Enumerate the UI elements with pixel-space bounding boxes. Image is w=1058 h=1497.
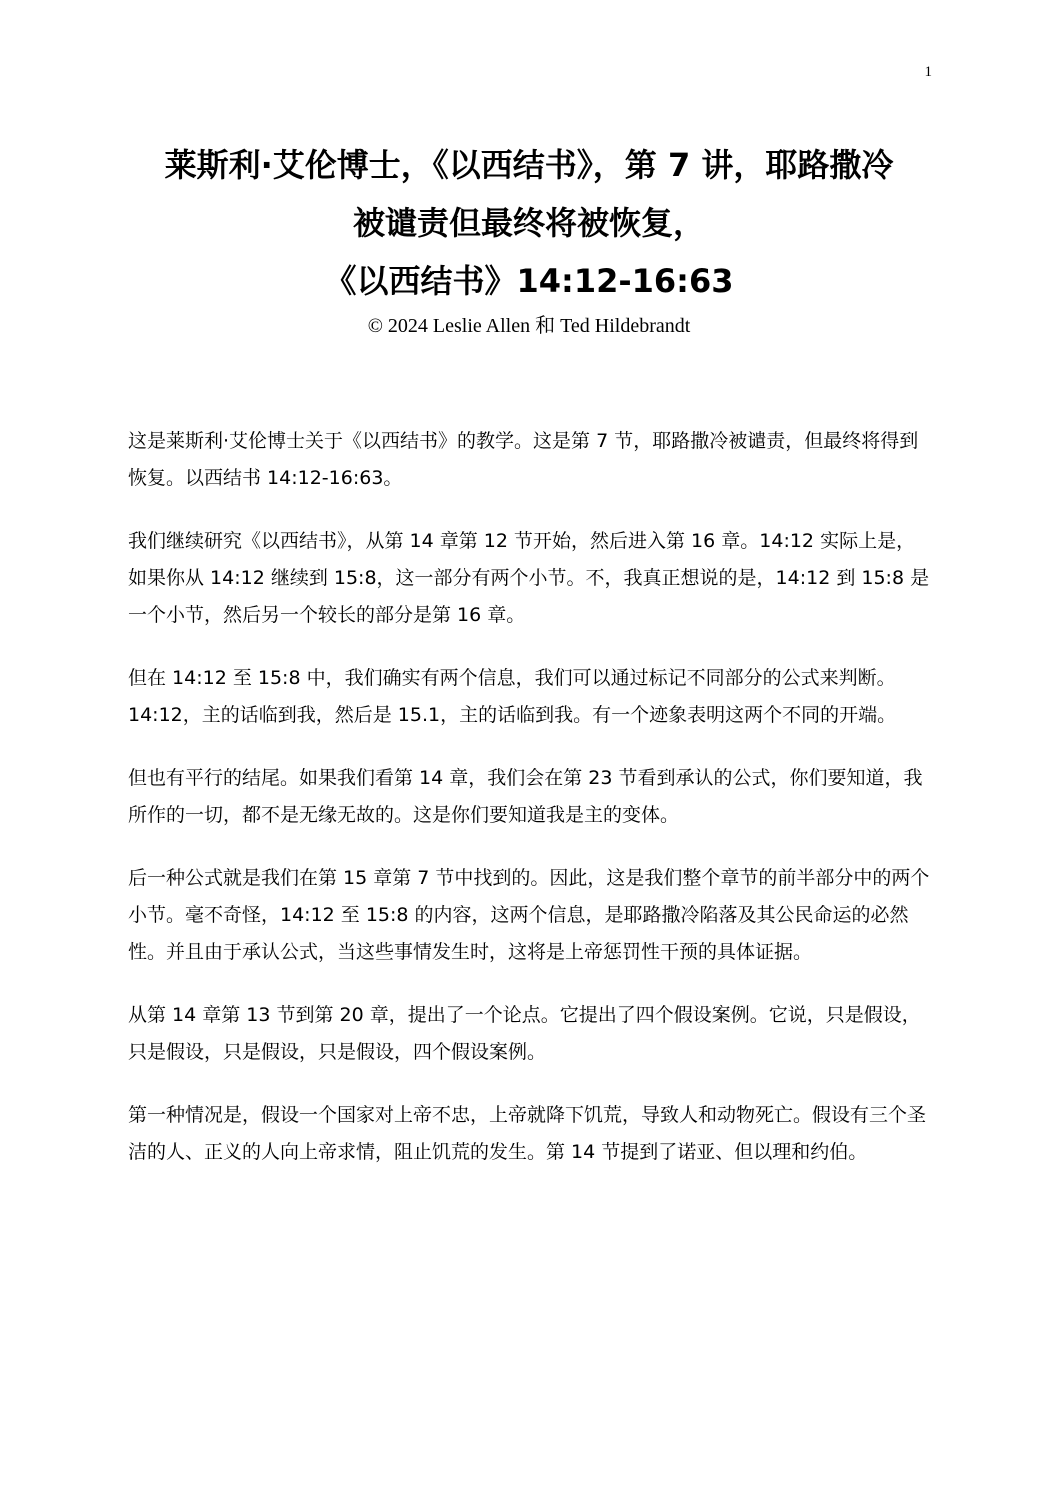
copyright-line: © 2024 Leslie Allen 和 Ted Hildebrandt	[367, 315, 691, 337]
title-line-2: 被谴责但最终将被恢复，	[352, 204, 705, 242]
paragraph: 但也有平行的结尾。如果我们看第 14 章，我们会在第 23 节看到承认的公式，你们要知道，我所作的一切，都不是无缘无故的。这是你们要知道我是主的变体。	[128, 767, 923, 826]
paragraph: 后一种公式就是我们在第 15 章第 7 节中找到的。因此，这是我们整个章节的前半部分中的两个小节。毫不奇怪，14:12 至 15:8 的内容，这两个信息，是耶路撒冷陷落及其公民命运的必然性。并且由于承认公式，当这些事情发生时，这将是上帝惩罚性干预的具体证据。	[128, 867, 930, 963]
document-title	[128, 138, 930, 340]
paragraph: 第一种情况是，假设一个国家对上帝不忠，上帝就降下饥荒，导致人和动物死亡。假设有三个圣洁的人、正义的人向上帝求情，阻止饥荒的发生。第 14 节提到了诺亚、但以理和约伯。	[128, 1104, 927, 1163]
title-line-3: 《以西结书》14:12-16:63	[324, 262, 734, 300]
page-number: 1	[924, 64, 932, 80]
title-line-1: 莱斯利·艾伦博士，《以西结书》，第 7 讲，耶路撒冷	[164, 146, 894, 184]
paragraph: 这是莱斯利·艾伦博士关于《以西结书》的教学。这是第 7 节，耶路撒冷被谴责，但最终将得到恢复。以西结书 14:12-16:63。	[128, 430, 919, 489]
paragraph: 但在 14:12 至 15:8 中，我们确实有两个信息，我们可以通过标记不同部分的公式来判断。14:12，主的话临到我，然后是 15.1，主的话临到我。有一个迹象表明这两个不同的开端。	[128, 667, 897, 726]
paragraph: 从第 14 章第 13 节到第 20 章，提出了一个论点。它提出了四个假设案例。它说，只是假设，只是假设，只是假设，只是假设，四个假设案例。	[128, 1004, 921, 1063]
paragraph: 我们继续研究《以西结书》，从第 14 章第 12 节开始，然后进入第 16 章。14:12 实际上是，如果你从 14:12 继续到 15:8，这一部分有两个小节。不，我真正想说的是，14:12 到 15:8 是一个小节，然后另一个较长的部分是第 16 章。	[128, 530, 930, 626]
document-body	[128, 423, 930, 1197]
